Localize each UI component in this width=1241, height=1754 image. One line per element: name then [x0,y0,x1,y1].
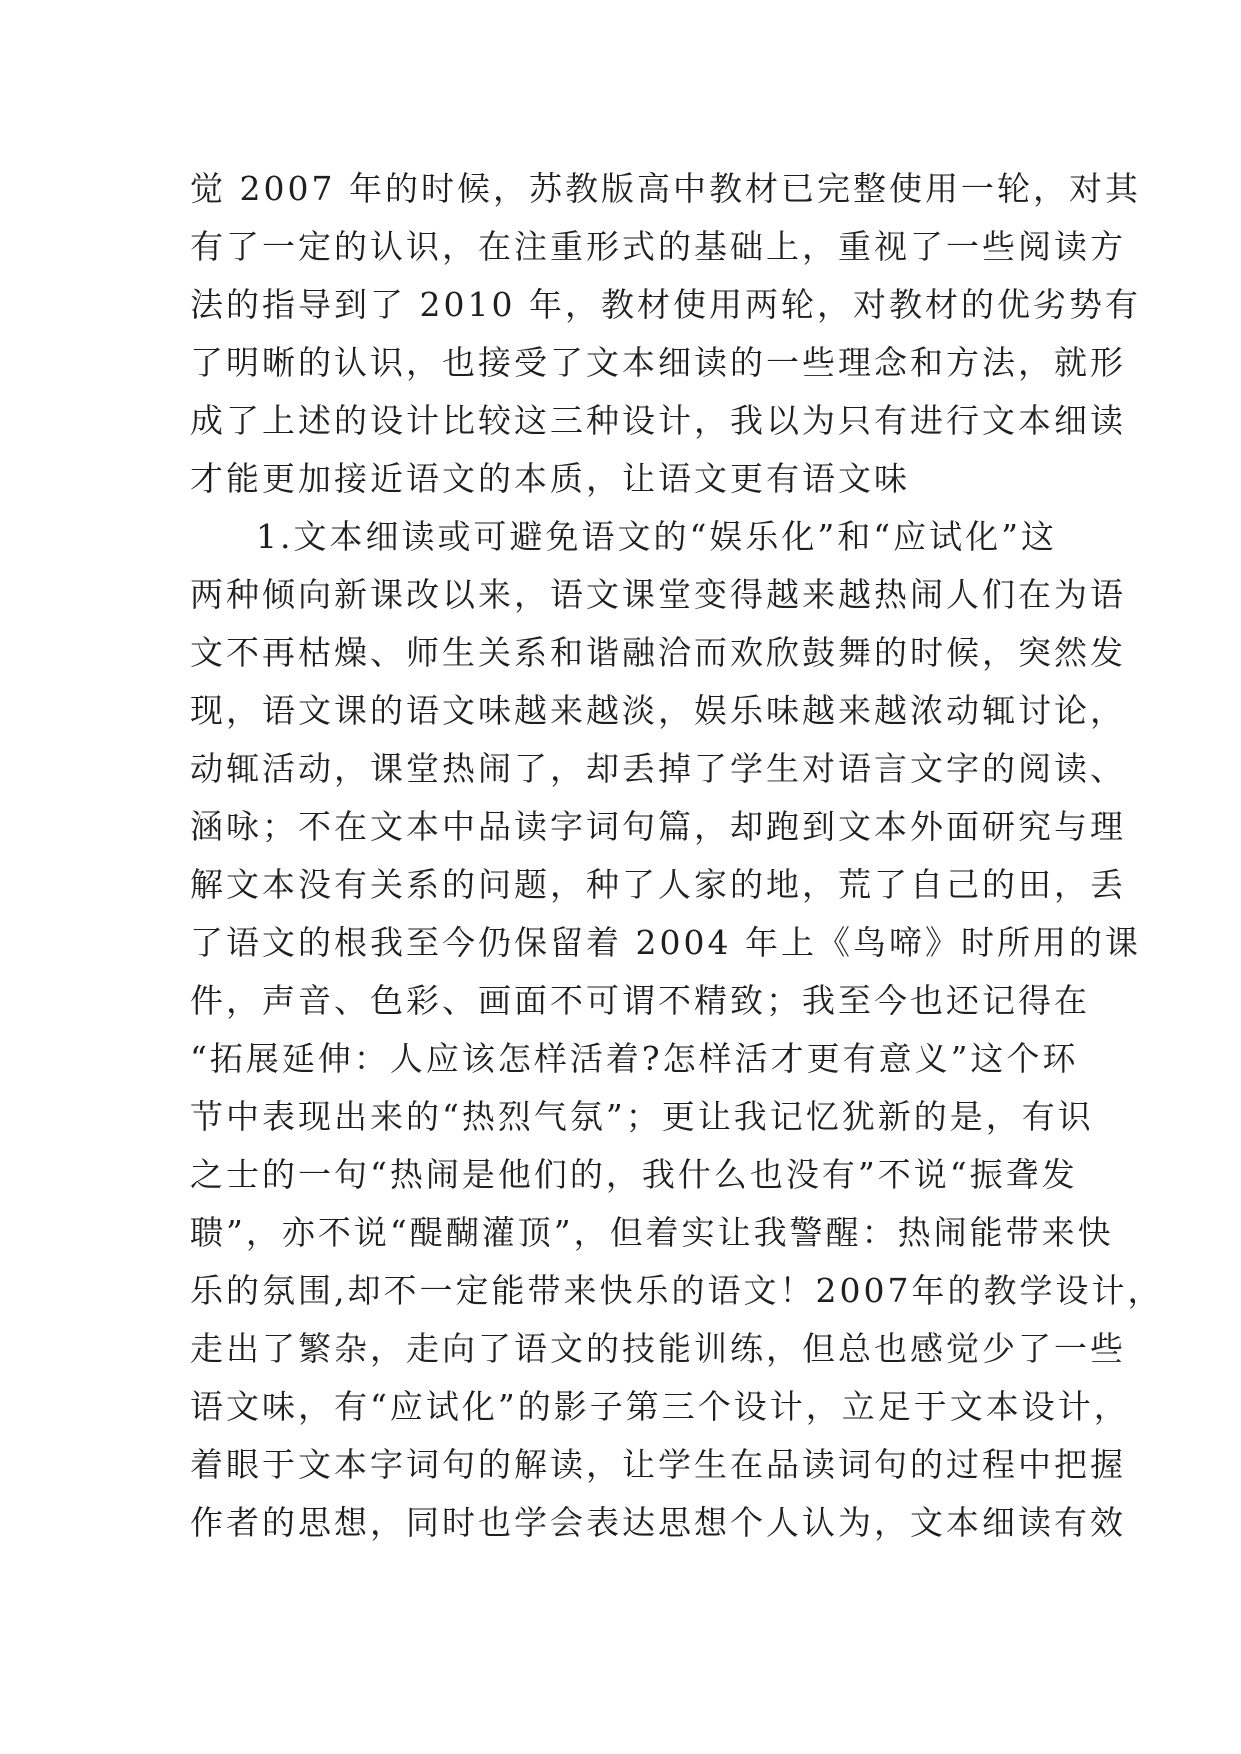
text-line: 乐的氛围,却不一定能带来快乐的语文！2007年的教学设计， [190,1271,1164,1310]
text-line: 才能更加接近语文的本质，让语文更有语文味 [190,459,910,498]
text-line: 两种倾向新课改以来，语文课堂变得越来越热闹人们在为语 [190,575,1126,614]
text-line: 成了上述的设计比较这三种设计，我以为只有进行文本细读 [190,401,1126,440]
body-text [190,160,1164,1552]
text-line: 涵咏；不在文本中品读字词句篇，却跑到文本外面研究与理 [190,807,1126,846]
text-line: 聩”，亦不说“醍醐灌顶”，但着实让我警醒：热闹能带来快 [190,1213,1114,1252]
text-line: 着眼于文本字词句的解读，让学生在品读词句的过程中把握 [190,1445,1126,1484]
text-line: 了明晰的认识，也接受了文本细读的一些理念和方法，就形 [190,343,1126,382]
text-line: 件，声音、色彩、画面不可谓不精致；我至今也还记得在 [190,981,1090,1020]
text-line: 解文本没有关系的问题，种了人家的地，荒了自己的田，丢 [190,865,1126,904]
text-line: 了语文的根我至今仍保留着 2004 年上《鸟啼》时所用的课 [190,923,1141,962]
text-line: “拓展延伸：人应该怎样活着?怎样活才更有意义”这个环 [190,1039,1079,1078]
text-line: 节中表现出来的“热烈气氛”；更让我记忆犹新的是，有识 [190,1097,1094,1136]
text-line: 之士的一句“热闹是他们的，我什么也没有”不说“振聋发 [190,1155,1078,1194]
text-line: 语文味，有“应试化”的影子第三个设计，立足于文本设计， [190,1387,1130,1426]
text-line: 有了一定的认识，在注重形式的基础上，重视了一些阅读方 [190,227,1126,266]
text-line: 法的指导到了 2010 年，教材使用两轮，对教材的优劣势有 [190,285,1141,324]
text-line: 觉 2007 年的时候，苏教版高中教材已完整使用一轮，对其 [190,169,1141,208]
text-line: 现，语文课的语文味越来越淡，娱乐味越来越浓动辄讨论， [190,691,1126,730]
text-line: 作者的思想，同时也学会表达思想个人认为，文本细读有效 [190,1503,1126,1542]
section-heading-line: 1.文本细读或可避免语文的“娱乐化”和“应试化”这 [256,517,1057,556]
text-line: 动辄活动，课堂热闹了，却丢掉了学生对语言文字的阅读、 [190,749,1126,788]
text-line: 走出了繁杂，走向了语文的技能训练，但总也感觉少了一些 [190,1329,1126,1368]
text-line: 文不再枯燥、师生关系和谐融洽而欢欣鼓舞的时候，突然发 [190,633,1126,672]
